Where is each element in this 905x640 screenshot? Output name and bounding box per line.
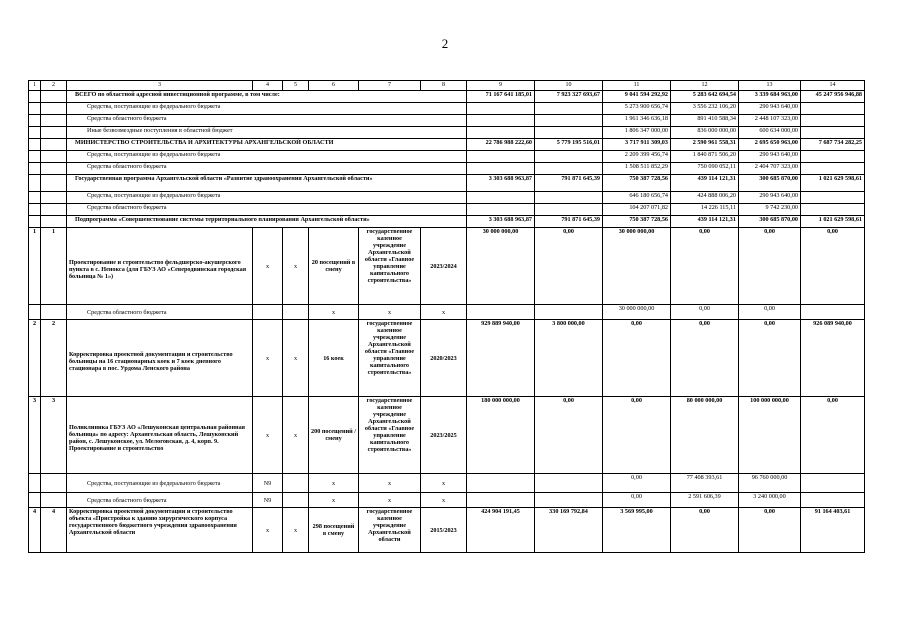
value-cell: 96 760 000,00 bbox=[739, 474, 801, 493]
value-cell: 0,00 bbox=[801, 397, 865, 474]
row-label: Средства, поступающие из федерального бюджета bbox=[67, 103, 467, 115]
capacity-cell: 200 посещений / смену bbox=[309, 397, 359, 474]
row-label: Средства областного бюджета bbox=[67, 204, 467, 216]
value-cell: 290 943 640,00 bbox=[739, 151, 801, 163]
value-cell bbox=[535, 163, 603, 175]
value-cell bbox=[467, 103, 535, 115]
value-cell bbox=[467, 204, 535, 216]
value-cell: 2 404 707 323,00 bbox=[739, 163, 801, 175]
value-cell bbox=[801, 127, 865, 139]
value-cell: 0,00 bbox=[603, 474, 671, 493]
capacity-cell: 20 посещений в смену bbox=[309, 228, 359, 305]
period-cell: 2015/2023 bbox=[421, 508, 467, 553]
value-cell: 2 209 399 456,74 bbox=[603, 151, 671, 163]
value-cell: 600 634 000,00 bbox=[739, 127, 801, 139]
value-cell: 3 556 232 106,20 bbox=[671, 103, 739, 115]
table-row bbox=[29, 474, 865, 493]
period-cell: 2023/2025 bbox=[421, 397, 467, 474]
value-cell bbox=[535, 127, 603, 139]
value-cell: x bbox=[253, 397, 283, 474]
value-cell: 9 742 230,00 bbox=[739, 204, 801, 216]
row-number: 4 bbox=[41, 508, 67, 553]
value-cell: 2 591 606,39 bbox=[671, 493, 739, 508]
value-cell bbox=[535, 103, 603, 115]
value-cell: 0,00 bbox=[739, 305, 801, 320]
value-cell: 0,00 bbox=[739, 320, 801, 397]
value-cell bbox=[467, 151, 535, 163]
row-number: 3 bbox=[29, 397, 41, 474]
value-cell: 791 871 645,39 bbox=[535, 175, 603, 192]
value-cell: 0,00 bbox=[603, 320, 671, 397]
value-cell: x bbox=[283, 228, 309, 305]
object-name: Корректировка проектной документации и строительство объекта «Пристройка к зданию хирургического корпуса государственного бюджетного учреждения здравоохранения Архангельской области bbox=[67, 508, 253, 553]
row-label: Средства областного бюджета bbox=[67, 493, 253, 508]
value-cell: x bbox=[253, 508, 283, 553]
value-cell: 926 089 940,00 bbox=[801, 320, 865, 397]
header-cell: 9 bbox=[467, 81, 535, 91]
value-cell: x bbox=[359, 305, 421, 320]
value-cell: x bbox=[309, 493, 359, 508]
table-row bbox=[29, 397, 865, 474]
header-cell: 4 bbox=[253, 81, 283, 91]
period-cell: 2020/2023 bbox=[421, 320, 467, 397]
value-cell: 3 717 911 309,03 bbox=[603, 139, 671, 151]
value-cell: 80 000 000,00 bbox=[671, 397, 739, 474]
value-cell: x bbox=[309, 305, 359, 320]
table-row bbox=[29, 91, 865, 103]
value-cell: 2 448 107 323,00 bbox=[739, 115, 801, 127]
value-cell: 7 923 327 693,67 bbox=[535, 91, 603, 103]
value-cell: 0,00 bbox=[671, 228, 739, 305]
value-cell: x bbox=[253, 228, 283, 305]
value-cell: 0,00 bbox=[671, 305, 739, 320]
header-cell: 10 bbox=[535, 81, 603, 91]
row-label: Иные безвозмездные поступления в областной бюджет bbox=[67, 127, 467, 139]
page-number: 2 bbox=[441, 36, 449, 51]
value-cell: 2 590 961 558,31 bbox=[671, 139, 739, 151]
value-cell bbox=[801, 103, 865, 115]
table-row bbox=[29, 204, 865, 216]
value-cell: N9 bbox=[253, 474, 283, 493]
table-row bbox=[29, 139, 865, 151]
row-number: 1 bbox=[29, 228, 41, 305]
capacity-cell: 16 коек bbox=[309, 320, 359, 397]
value-cell bbox=[467, 115, 535, 127]
header-cell: 11 bbox=[603, 81, 671, 91]
row-label: Средства областного бюджета bbox=[67, 115, 467, 127]
value-cell bbox=[535, 115, 603, 127]
value-cell: 3 303 688 963,87 bbox=[467, 216, 535, 228]
table-row bbox=[29, 192, 865, 204]
value-cell: 45 247 956 946,88 bbox=[801, 91, 865, 103]
row-label: Средства, поступающие из федерального бюджета bbox=[67, 151, 467, 163]
value-cell bbox=[801, 163, 865, 175]
value-cell: 330 169 792,84 bbox=[535, 508, 603, 553]
capacity-cell: 298 посещений в смену bbox=[309, 508, 359, 553]
customer-cell: государственное казенное учреждение Архангельской области bbox=[359, 508, 421, 553]
customer-cell: государственное казенное учреждение Архангельской области «Главное управление капитального строительства» bbox=[359, 320, 421, 397]
table-row bbox=[29, 151, 865, 163]
value-cell bbox=[535, 192, 603, 204]
table-row bbox=[29, 508, 865, 553]
header-cell: 6 bbox=[309, 81, 359, 91]
object-name: Проектирование и строительство фельдшерско-акушерского пункта в с. Ненокса (для ГБУЗ АО «Северодвинская городская больница № 1») bbox=[67, 228, 253, 305]
value-cell: 0,00 bbox=[739, 228, 801, 305]
table-row bbox=[29, 305, 865, 320]
row-label: МИНИСТЕРСТВО СТРОИТЕЛЬСТВА И АРХИТЕКТУРЫ АРХАНГЕЛЬСКОЙ ОБЛАСТИ bbox=[67, 139, 467, 151]
value-cell: 0,00 bbox=[739, 508, 801, 553]
table-row bbox=[29, 127, 865, 139]
value-cell: 646 180 656,74 bbox=[603, 192, 671, 204]
value-cell: N9 bbox=[253, 493, 283, 508]
value-cell: x bbox=[421, 493, 467, 508]
value-cell bbox=[535, 204, 603, 216]
table-row bbox=[29, 175, 865, 192]
table-row bbox=[29, 228, 865, 305]
value-cell: 1 508 511 852,29 bbox=[603, 163, 671, 175]
value-cell: x bbox=[309, 474, 359, 493]
value-cell: 0,00 bbox=[535, 228, 603, 305]
value-cell: 891 410 588,34 bbox=[671, 115, 739, 127]
value-cell: x bbox=[283, 397, 309, 474]
value-cell: x bbox=[359, 474, 421, 493]
table-row bbox=[29, 103, 865, 115]
value-cell: 290 943 640,00 bbox=[739, 103, 801, 115]
value-cell: 750 090 052,11 bbox=[671, 163, 739, 175]
value-cell: 439 114 121,31 bbox=[671, 175, 739, 192]
value-cell bbox=[801, 204, 865, 216]
value-cell: 14 226 115,11 bbox=[671, 204, 739, 216]
value-cell: 439 114 121,31 bbox=[671, 216, 739, 228]
value-cell: 71 167 641 185,01 bbox=[467, 91, 535, 103]
value-cell bbox=[467, 163, 535, 175]
table-row bbox=[29, 216, 865, 228]
value-cell: 0,00 bbox=[671, 508, 739, 553]
value-cell: 300 685 870,00 bbox=[739, 175, 801, 192]
value-cell: 3 240 000,00 bbox=[739, 493, 801, 508]
value-cell: x bbox=[421, 474, 467, 493]
value-cell: 1 021 629 598,61 bbox=[801, 175, 865, 192]
row-number: 4 bbox=[29, 508, 41, 553]
value-cell: 30 000 000,00 bbox=[603, 228, 671, 305]
value-cell: 1 021 629 598,61 bbox=[801, 216, 865, 228]
row-label: Средства, поступающие из федерального бюджета bbox=[67, 474, 253, 493]
value-cell: 0,00 bbox=[801, 228, 865, 305]
value-cell: 3 303 688 963,87 bbox=[467, 175, 535, 192]
value-cell: 0,00 bbox=[535, 397, 603, 474]
header-cell: 3 bbox=[67, 81, 253, 91]
value-cell: 1 961 346 636,18 bbox=[603, 115, 671, 127]
table-row bbox=[29, 320, 865, 397]
value-cell: 750 387 728,56 bbox=[603, 175, 671, 192]
object-name: Корректировка проектной документации и строительство больницы на 16 стационарных коек и 7 коек дневного стационара в пос. Урдома Ленского района bbox=[67, 320, 253, 397]
row-label: Средства, поступающие из федерального бюджета bbox=[67, 192, 467, 204]
value-cell: 5 779 195 516,01 bbox=[535, 139, 603, 151]
value-cell bbox=[801, 151, 865, 163]
value-cell: 791 871 645,39 bbox=[535, 216, 603, 228]
object-name: Поликлиника ГБУЗ АО «Лешуконская центральная районная больница» по адресу: Архангельская область, Лешуконский район, с. Лешуконское, ул. Мелоговская, д. 4, корп. 9. Проектирование и строительство bbox=[67, 397, 253, 474]
row-label: ВСЕГО по областной адресной инвестиционной программе, в том числе: bbox=[67, 91, 467, 103]
value-cell: 100 000 000,00 bbox=[739, 397, 801, 474]
value-cell: 5 283 642 694,54 bbox=[671, 91, 739, 103]
value-cell: 7 687 734 282,25 bbox=[801, 139, 865, 151]
row-label: Подпрограмма «Совершенствование системы территориального планирования Архангельской области» bbox=[67, 216, 467, 228]
row-number: 1 bbox=[41, 228, 67, 305]
value-cell: x bbox=[283, 320, 309, 397]
value-cell: 3 569 995,00 bbox=[603, 508, 671, 553]
value-cell: x bbox=[283, 508, 309, 553]
value-cell: 290 943 640,00 bbox=[739, 192, 801, 204]
value-cell: 77 408 393,61 bbox=[671, 474, 739, 493]
value-cell: 22 786 988 222,60 bbox=[467, 139, 535, 151]
value-cell bbox=[467, 127, 535, 139]
period-cell: 2023/2024 bbox=[421, 228, 467, 305]
investment-program-table bbox=[28, 80, 864, 553]
value-cell: 30 000 000,00 bbox=[603, 305, 671, 320]
value-cell: 0,00 bbox=[671, 320, 739, 397]
value-cell: x bbox=[421, 305, 467, 320]
value-cell: 3 339 684 963,00 bbox=[739, 91, 801, 103]
header-cell: 12 bbox=[671, 81, 739, 91]
header-cell: 13 bbox=[739, 81, 801, 91]
customer-cell: государственное казенное учреждение Архангельской области «Главное управление капитального строительства» bbox=[359, 228, 421, 305]
value-cell: 3 800 000,00 bbox=[535, 320, 603, 397]
value-cell bbox=[801, 192, 865, 204]
value-cell: 0,00 bbox=[603, 493, 671, 508]
value-cell: 424 888 006,20 bbox=[671, 192, 739, 204]
customer-cell: государственное казенное учреждение Архангельской области «Главное управление капитального строительства» bbox=[359, 397, 421, 474]
value-cell: 1 806 347 000,00 bbox=[603, 127, 671, 139]
row-label: Государственная программа Архангельской области «Развитие здравоохранения Архангельской области» bbox=[67, 175, 467, 192]
value-cell: 300 685 870,00 bbox=[739, 216, 801, 228]
value-cell: 424 904 191,45 bbox=[467, 508, 535, 553]
row-number: 3 bbox=[41, 397, 67, 474]
value-cell: 0,00 bbox=[603, 397, 671, 474]
value-cell: 5 273 900 656,74 bbox=[603, 103, 671, 115]
value-cell: 1 840 871 506,20 bbox=[671, 151, 739, 163]
header-cell: 5 bbox=[283, 81, 309, 91]
row-label: Средства областного бюджета bbox=[67, 305, 253, 320]
value-cell: 30 000 000,00 bbox=[467, 228, 535, 305]
table-row bbox=[29, 493, 865, 508]
value-cell: x bbox=[253, 320, 283, 397]
header-cell: 2 bbox=[41, 81, 67, 91]
table-row bbox=[29, 163, 865, 175]
value-cell: 836 000 000,00 bbox=[671, 127, 739, 139]
header-cell: 7 bbox=[359, 81, 421, 91]
value-cell: 91 164 403,61 bbox=[801, 508, 865, 553]
value-cell: 929 889 940,00 bbox=[467, 320, 535, 397]
row-number: 2 bbox=[29, 320, 41, 397]
value-cell: 9 041 594 292,92 bbox=[603, 91, 671, 103]
row-number: 2 bbox=[41, 320, 67, 397]
value-cell: 104 207 071,82 bbox=[603, 204, 671, 216]
value-cell: x bbox=[359, 493, 421, 508]
value-cell bbox=[467, 192, 535, 204]
header-cell: 1 bbox=[29, 81, 41, 91]
value-cell: 2 695 650 963,00 bbox=[739, 139, 801, 151]
header-cell: 8 bbox=[421, 81, 467, 91]
value-cell bbox=[801, 115, 865, 127]
table-row bbox=[29, 115, 865, 127]
value-cell bbox=[535, 151, 603, 163]
data-table bbox=[28, 80, 865, 553]
row-label: Средства областного бюджета bbox=[67, 163, 467, 175]
column-number-row bbox=[29, 81, 865, 91]
value-cell: 180 000 000,00 bbox=[467, 397, 535, 474]
header-cell: 14 bbox=[801, 81, 865, 91]
value-cell: 750 387 728,56 bbox=[603, 216, 671, 228]
